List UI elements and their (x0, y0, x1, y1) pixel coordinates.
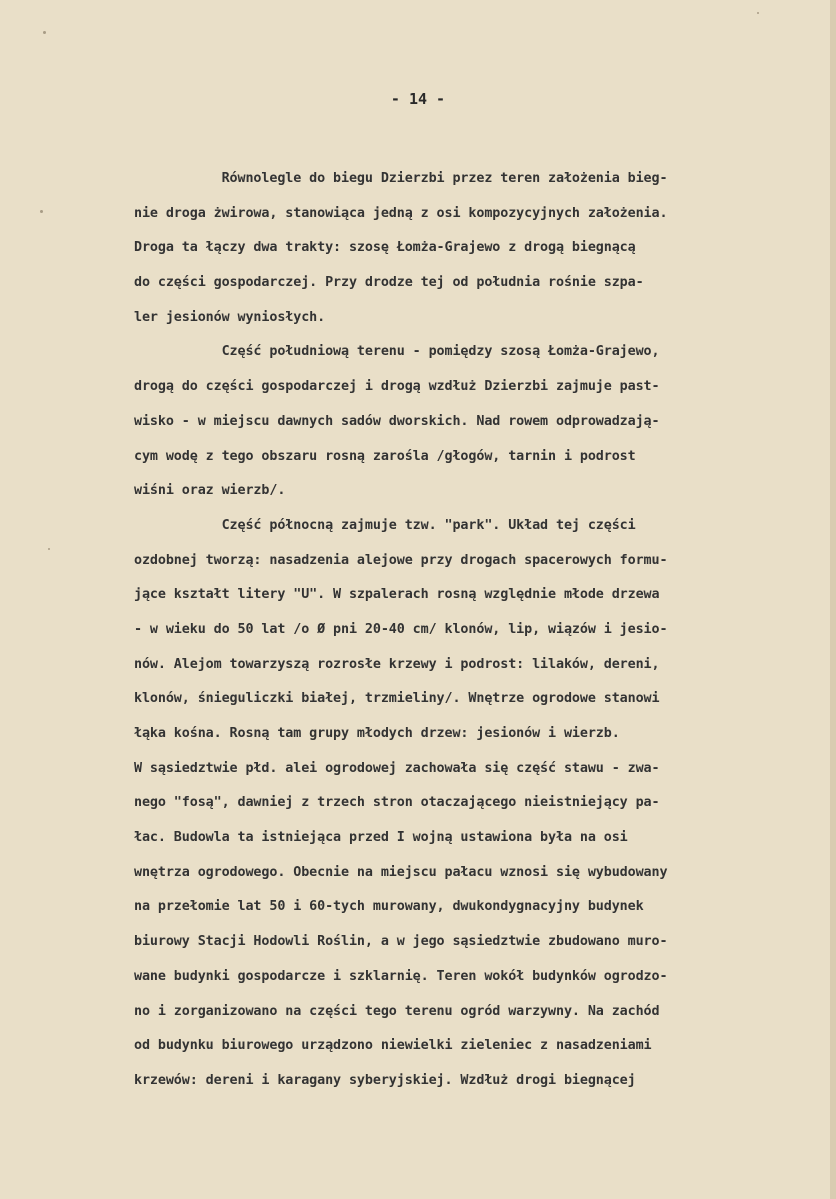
text-line: ler jesionów wyniosłych. (134, 309, 326, 325)
text-line: łac. Budowla ta istniejąca przed I wojną ustawiona była na osi (134, 830, 628, 846)
paper-speck (48, 548, 50, 550)
paper-speck (757, 12, 759, 14)
paper-speck (40, 210, 43, 213)
text-line: od budynku biurowego urządzono niewielki zieleniec z nasadzeniami (134, 1038, 652, 1054)
text-line: - w wieku do 50 lat /o Ø pni 20-40 cm/ klonów, lip, wiązów i jesio- (134, 621, 668, 637)
text-line: nie droga żwirowa, stanowiąca jedną z osi kompozycyjnych założenia. (134, 205, 668, 221)
paper-speck (43, 31, 46, 34)
text-line: wisko - w miejscu dawnych sadów dworskich. Nad rowem odprowadzają- (134, 413, 660, 429)
text-line: krzewów: dereni i karagany syberyjskiej. Wzdłuż drogi biegnącej (134, 1072, 636, 1088)
text-line: łąka kośna. Rosną tam grupy młodych drzew: jesionów i wierzb. (134, 726, 620, 741)
text-line: drogą do części gospodarczej i drogą wzdłuż Dzierzbi zajmuje past- (134, 379, 660, 395)
text-line: ozdobnej tworzą: nasadzenia alejowe przy drogach spacerowych formu- (134, 552, 668, 568)
text-line: do części gospodarczej. Przy drodze tej od południa rośnie szpa- (134, 275, 644, 291)
text-line: W sąsiedztwie płd. alei ogrodowej zachowała się część stawu - zwa- (134, 760, 660, 776)
text-line: na przełomie lat 50 i 60-tych murowany, dwukondygnacyjny budynek (134, 899, 644, 915)
text-line: wane budynki gospodarcze i szklarnię. Teren wokół budynków ogrodzo- (134, 968, 668, 984)
text-line: no i zorganizowano na części tego terenu ogród warzywny. Na zachód (134, 1003, 660, 1019)
text-line: jące kształt litery "U". W szpalerach rosną względnie młode drzewa (134, 587, 660, 603)
page-number: - 14 - (390, 90, 446, 108)
text-line: nego "fosą", dawniej z trzech stron otaczającego nieistniejący pa- (134, 795, 660, 811)
text-line: wnętrza ogrodowego. Obecnie na miejscu pałacu wznosi się wybudowany (134, 864, 668, 880)
text-line: wiśni oraz wierzb/. (134, 483, 286, 499)
text-line: cym wodę z tego obszaru rosną zarośla /głogów, tarnin i podrost (134, 448, 636, 464)
text-line: biurowy Stacji Hodowli Roślin, a w jego sąsiedztwie zbudowano muro- (134, 934, 668, 950)
text-line: Droga ta łączy dwa trakty: szosę Łomża-Grajewo z drogą biegnącą (134, 240, 636, 256)
text-line: Część północną zajmuje tzw. "park". Układ tej części (134, 517, 636, 533)
text-line: nów. Alejom towarzyszą rozrosłe krzewy i podrost: lilaków, dereni, (134, 656, 660, 672)
text-line: Równolegle do biegu Dzierzbi przez teren założenia bieg- (134, 171, 668, 186)
page-edge (830, 0, 836, 1199)
text-line: klonów, śnieguliczki białej, trzmieliny/. Wnętrze ogrodowe stanowi (134, 691, 660, 707)
text-line: Część południową terenu - pomiędzy szosą Łomża-Grajewo, (134, 344, 660, 360)
body-text (134, 162, 806, 1099)
